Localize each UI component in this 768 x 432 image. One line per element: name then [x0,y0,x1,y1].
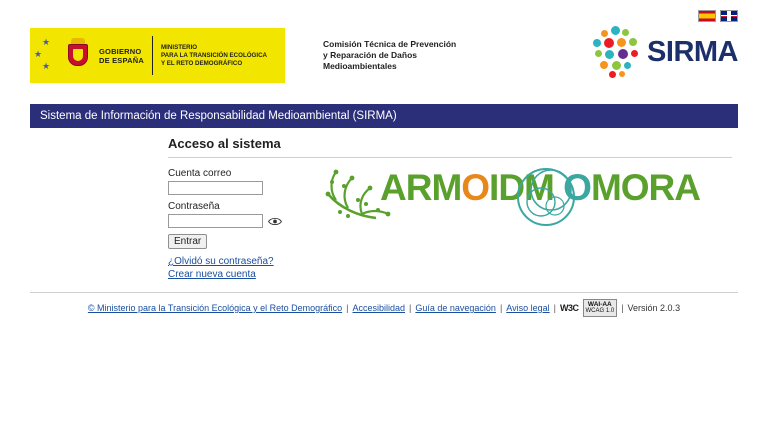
ministerio-line1: MINISTERIO [161,43,198,51]
ministerio-line3: Y EL RETO DEMOGRÁFICO [161,59,243,67]
footer-separator-1: | [346,303,349,313]
account-input[interactable] [168,181,263,195]
wai-aa-bottom: WCAG 1.0 [585,308,615,314]
sirma-dots-icon [591,26,643,78]
footer-separator-4: | [553,303,556,313]
page-footer [30,292,738,317]
password-input[interactable] [168,214,263,228]
ministry-link[interactable]: © Ministerio para la Transición Ecológica y el Reto Demográfico [87,303,343,313]
armo-part5: MORA [590,167,700,208]
footer-separator-2: | [409,303,412,313]
legal-notice-link[interactable]: Aviso legal [506,303,550,313]
footer-separator-3: | [499,303,503,313]
flag-es-icon[interactable] [698,10,716,22]
language-switcher [698,10,738,22]
comision-line1: Comisión Técnica de Prevención [323,39,457,49]
wai-aa-badge[interactable] [583,299,618,317]
footer-separator-5: | [621,303,624,313]
password-label: Contraseña [168,201,220,212]
coat-of-arms-icon [63,36,93,76]
armo-part2: O [461,167,490,208]
eu-stars-icon: ★ ★ ★ [34,37,51,71]
create-account-link[interactable]: Crear nueva cuenta [168,269,256,280]
sirma-logo [591,26,738,78]
version-label: Versión 2.0.3 [627,303,681,313]
armo-part1: ARM [380,167,462,208]
app-title-bar: Sistema de Información de Responsabilidad Medioambiental (SIRMA) [30,104,738,128]
sirma-logo-text: SIRMA [647,35,738,68]
armo-part3: IDM [489,167,554,208]
flag-uk-icon[interactable] [720,10,738,22]
armo-part4: O [563,167,591,208]
armonidmora-logo [318,154,708,229]
navigation-guide-link[interactable]: Guía de navegación [415,303,496,313]
comision-line2: y Reparación de Daños [323,50,418,60]
main-content [168,132,732,281]
page-title: Acceso al sistema [168,136,281,151]
gobierno-line1: GOBIERNO [99,46,142,56]
header-divider [152,36,153,75]
account-label: Cuenta correo [168,168,232,179]
submit-button[interactable]: Entrar [168,234,207,249]
accessibility-link[interactable]: Accesibilidad [352,303,406,313]
forgot-password-link[interactable]: ¿Olvidó su contraseña? [168,256,274,267]
login-form [168,168,732,281]
comision-tecnica-title [323,39,456,72]
gobierno-line2: DE ESPAÑA [99,55,145,65]
eye-icon[interactable] [268,216,282,227]
ministerio-line2: PARA LA TRANSICIÓN ECOLÓGICA [161,51,268,59]
gobierno-de-espana-logo [30,28,285,83]
comision-line3: Medioambientales [323,61,397,71]
w3c-icon[interactable]: W3C [560,303,579,313]
water-rings-icon [511,166,581,228]
wai-aa-top: WAI-AA [587,301,612,308]
